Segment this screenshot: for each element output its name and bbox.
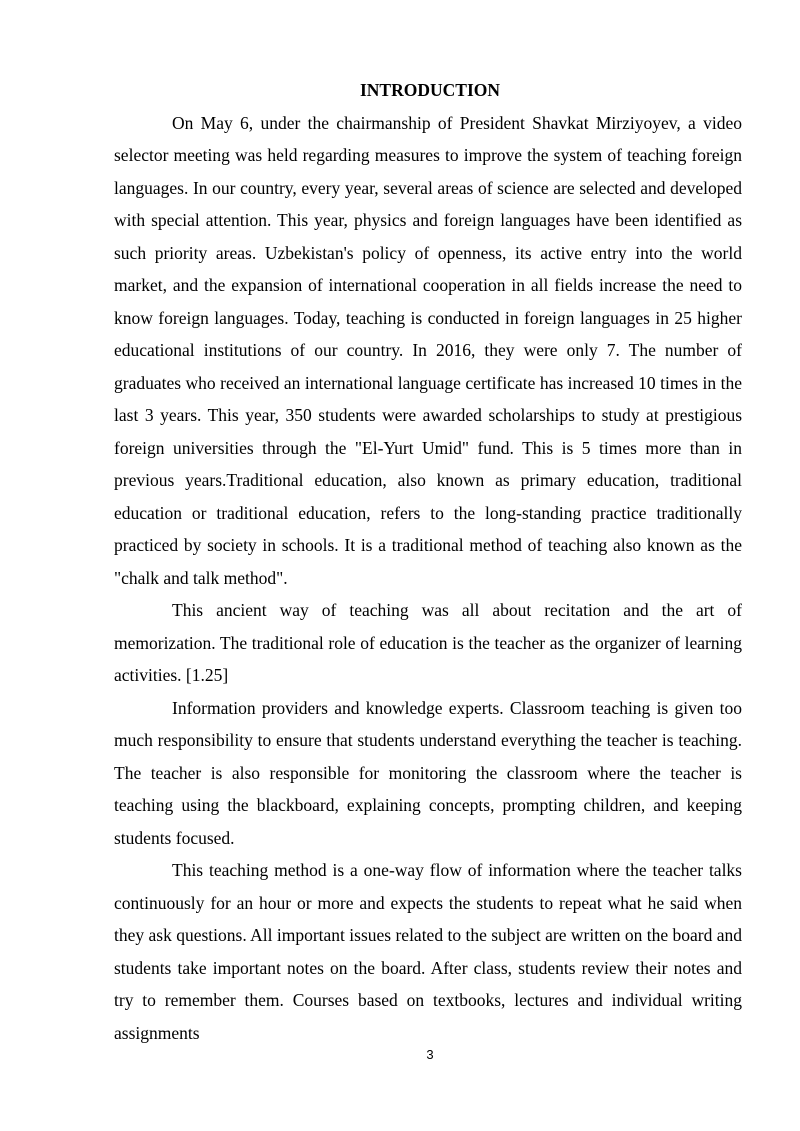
- section-heading: INTRODUCTION: [359, 80, 501, 100]
- paragraph: This ancient way of teaching was all about recitation and the art of memorization. The traditional role of education is the teacher as the organizer of learning activities. [1.25]: [114, 600, 742, 685]
- paragraph: This teaching method is a one-way flow of information where the teacher talks continuously for an hour or more and expects the students to repeat what he said when they ask questions. All important issues related to the subject are written on the board and students take important notes on the board. After class, students review their notes and try to remember them. Courses based on textbooks, lectures and individual writing assignments: [114, 860, 742, 1043]
- paragraph: Information providers and knowledge experts. Classroom teaching is given too much responsibility to ensure that students understand everything the teacher is teaching. The teacher is also responsible for monitoring the classroom where the teacher is teaching using the blackboard, explaining concepts, prompting children, and keeping students focused.: [114, 697, 742, 848]
- paragraph: On May 6, under the chairmanship of President Shavkat Mirziyoyev, a video selector meeting was held regarding measures to improve the system of teaching foreign languages. In our country, every year, several areas of science are selected and developed with special attention. This year, physics and foreign languages have been identified as such priority areas. Uzbekistan's policy of openness, its active entry into the world market, and the expansion of international cooperation in all fields increase the need to know foreign languages. Today, teaching is conducted in foreign languages in 25 higher educational institutions of our country. In 2016, they were only 7. The number of graduates who received an international language certificate has increased 10 times in the last 3 years. This year, 350 students were awarded scholarships to study at prestigious foreign universities through the "El-Yurt Umid" fund. This is 5 times more than in previous years.Traditional education, also known as primary education, traditional education or traditional education, refers to the long-standing practice traditionally practiced by society in schools. It is a traditional method of teaching also known as the "chalk and talk method".: [114, 112, 742, 588]
- document-page: [114, 74, 742, 1049]
- page-number: 3: [426, 1047, 434, 1062]
